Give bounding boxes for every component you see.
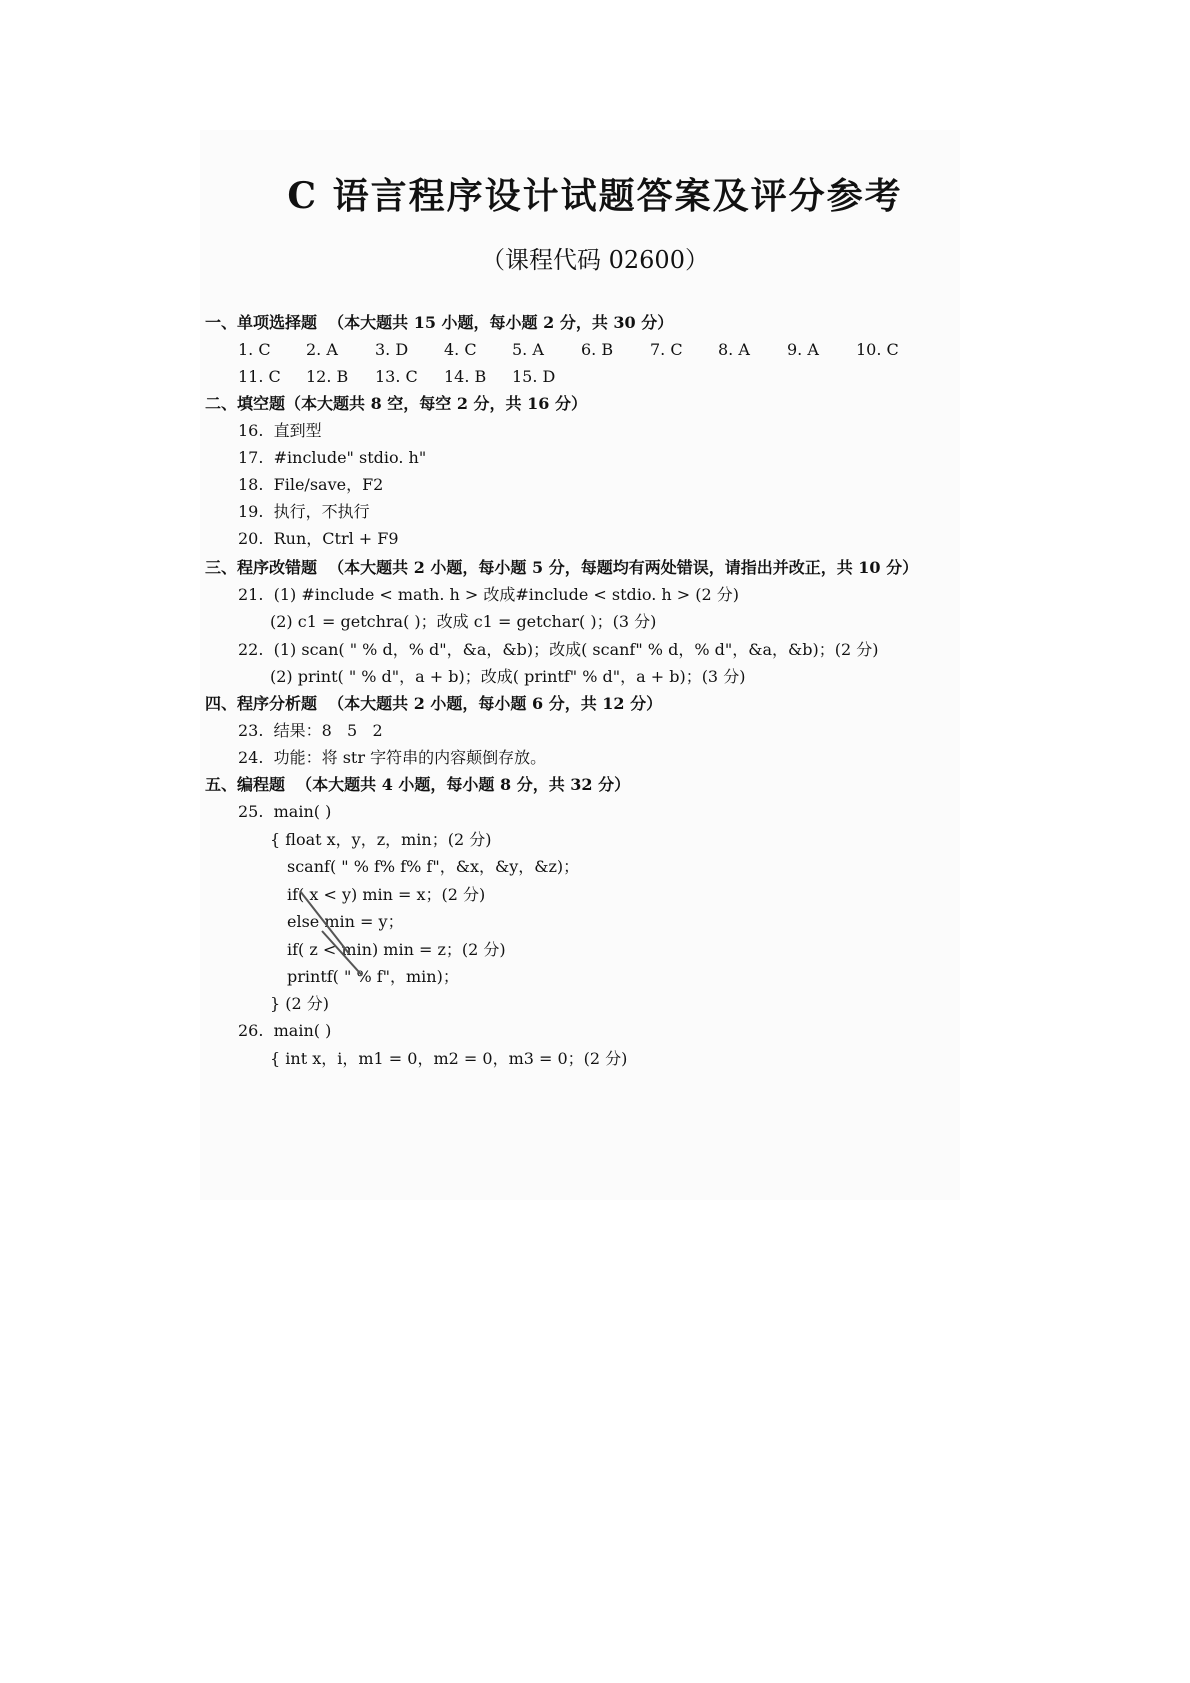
answer-item: 1. C [238,340,271,359]
section-1-heading: 一、单项选择题 （本大题共 15 小题，每小题 2 分，共 30 分） [205,313,674,332]
code-line: { int x，i，m1 = 0，m2 = 0，m3 = 0；(2 分) [270,1049,628,1068]
answer-item: 3. D [375,340,409,359]
answer-line: 19. 执行，不执行 [238,502,370,521]
answer-item: 2. A [306,340,338,359]
answer-line: 21. (1) #include < math. h > 改成#include < stdio. h > (2 分) [238,585,740,604]
answer-line: (2) print( " % d"，a + b)；改成( printf" % d"，a + b)；(3 分) [270,667,746,686]
answer-item: 8. A [718,340,750,359]
section-3-heading: 三、程序改错题 （本大题共 2 小题，每小题 5 分，每题均有两处错误，请指出并改正，共 10 分） [205,558,919,577]
answer-item: 14. B [444,367,487,386]
answer-line: 18. File/save，F2 [238,475,384,494]
answer-line: (2) c1 = getchra( )；改成 c1 = getchar( )；(3 分) [270,612,657,631]
answer-item: 9. A [787,340,819,359]
code-line: else min = y； [287,912,404,931]
code-line: } (2 分) [270,994,330,1013]
code-line: if( x < y) min = x；(2 分) [287,885,486,904]
answer-item: 13. C [375,367,418,386]
code-line: 25. main( ) [238,802,332,821]
answer-item: 12. B [306,367,349,386]
document-title: C 语言程序设计试题答案及评分参考 [287,175,903,217]
answer-item: 5. A [512,340,544,359]
answer-item: 15. D [512,367,556,386]
answer-item: 7. C [650,340,683,359]
answer-line: 17. #include" stdio. h" [238,448,427,467]
answer-line: 20. Run，Ctrl + F9 [238,529,399,548]
section-2-heading: 二、填空题（本大题共 8 空，每空 2 分，共 16 分） [205,394,587,413]
answer-line: 24. 功能：将 str 字符串的内容颠倒存放。 [238,748,547,767]
answer-item: 10. C [856,340,899,359]
code-line: if( z < min) min = z；(2 分) [287,940,506,959]
answer-line: 22. (1) scan( " % d，% d"，&a，&b)；改成( scanf" % d，% d"，&a，&b)；(2 分) [238,640,879,659]
answer-line: 23. 结果：8 5 2 [238,721,383,740]
code-line: scanf( " % f% f% f"，&x，&y，&z)； [287,857,580,876]
code-line: printf( " % f"，min)； [287,967,459,986]
section-4-heading: 四、程序分析题 （本大题共 2 小题，每小题 6 分，共 12 分） [205,694,663,713]
code-line: { float x，y，z，min；(2 分) [270,830,492,849]
answer-line: 16. 直到型 [238,421,322,440]
code-line: 26. main( ) [238,1021,332,1040]
answer-item: 11. C [238,367,281,386]
answer-item: 6. B [581,340,614,359]
section-5-heading: 五、编程题 （本大题共 4 小题，每小题 8 分，共 32 分） [205,775,631,794]
answer-item: 4. C [444,340,477,359]
document-subtitle: （课程代码 02600） [481,246,709,274]
